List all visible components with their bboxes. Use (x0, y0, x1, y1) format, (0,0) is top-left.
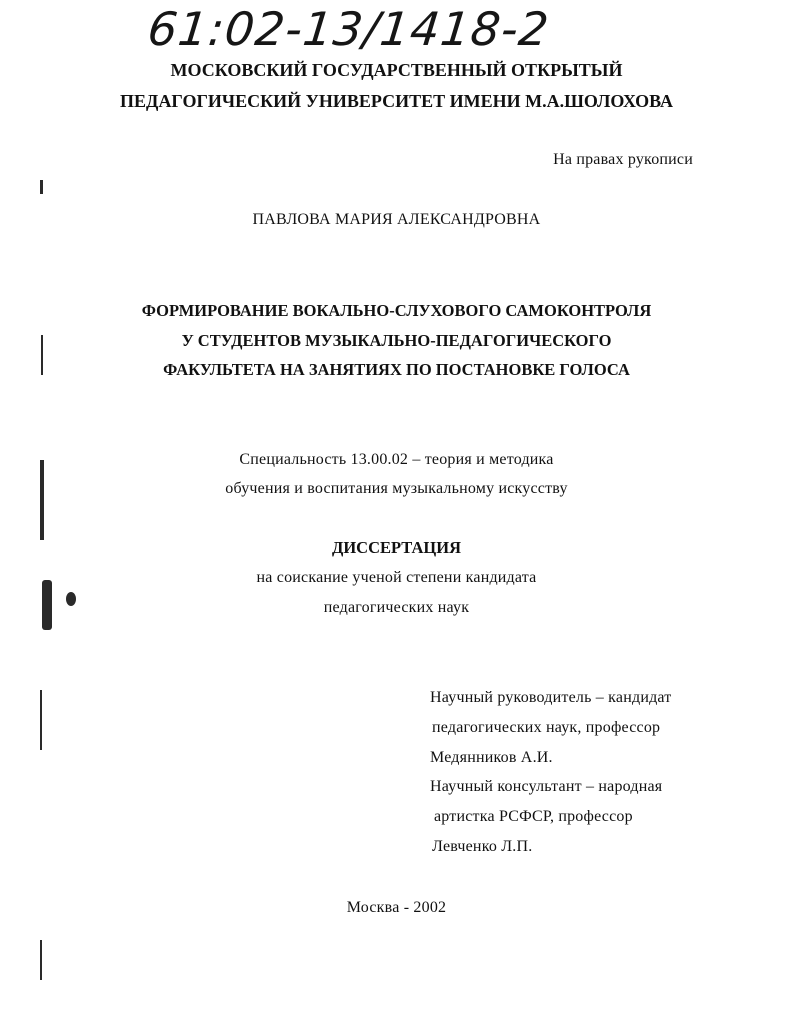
consultant-name: Левченко Л.П. (432, 838, 533, 855)
dissertation-title-line-2: У СТУДЕНТОВ МУЗЫКАЛЬНО-ПЕДАГОГИЧЕСКОГО (181, 331, 612, 350)
margin-mark (40, 460, 44, 540)
margin-mark (40, 940, 42, 980)
consultant-line-2: артистка РСФСР, профессор (434, 808, 633, 825)
author-name: ПАВЛОВА МАРИЯ АЛЕКСАНДРОВНА (252, 211, 541, 228)
advisor-name: Медянников А.И. (430, 749, 553, 766)
specialty-line-1: Специальность 13.00.02 – теория и методика (239, 451, 554, 468)
margin-mark (40, 180, 43, 194)
place-year: Москва - 2002 (346, 899, 447, 916)
margin-mark (40, 690, 42, 750)
advisor-line-1: Научный руководитель – кандидат (430, 689, 672, 706)
university-name-line-1: МОСКОВСКИЙ ГОСУДАРСТВЕННЫЙ ОТКРЫТЫЙ (170, 60, 623, 80)
handwritten-archive-code: 61:02-13/1418-2 (145, 2, 552, 56)
consultant-line-1: Научный консультант – народная (430, 778, 663, 795)
rights-note: На правах рукописи (553, 151, 693, 168)
dissertation-title-line-1: ФОРМИРОВАНИЕ ВОКАЛЬНО-СЛУХОВОГО САМОКОНТРОЛЯ (141, 301, 652, 320)
document-type: ДИССЕРТАЦИЯ (332, 538, 461, 557)
specialty-line-2: обучения и воспитания музыкальному искусству (225, 480, 568, 497)
degree-line-1: на соискание ученой степени кандидата (256, 569, 537, 586)
degree-line-2: педагогических наук (323, 599, 470, 616)
dissertation-title-line-3: ФАКУЛЬТЕТА НА ЗАНЯТИЯХ ПО ПОСТАНОВКЕ ГОЛОСА (163, 360, 630, 379)
advisor-line-2: педагогических наук, профессор (432, 719, 661, 736)
university-name-line-2: ПЕДАГОГИЧЕСКИЙ УНИВЕРСИТЕТ ИМЕНИ М.А.ШОЛОХОВА (120, 91, 673, 111)
